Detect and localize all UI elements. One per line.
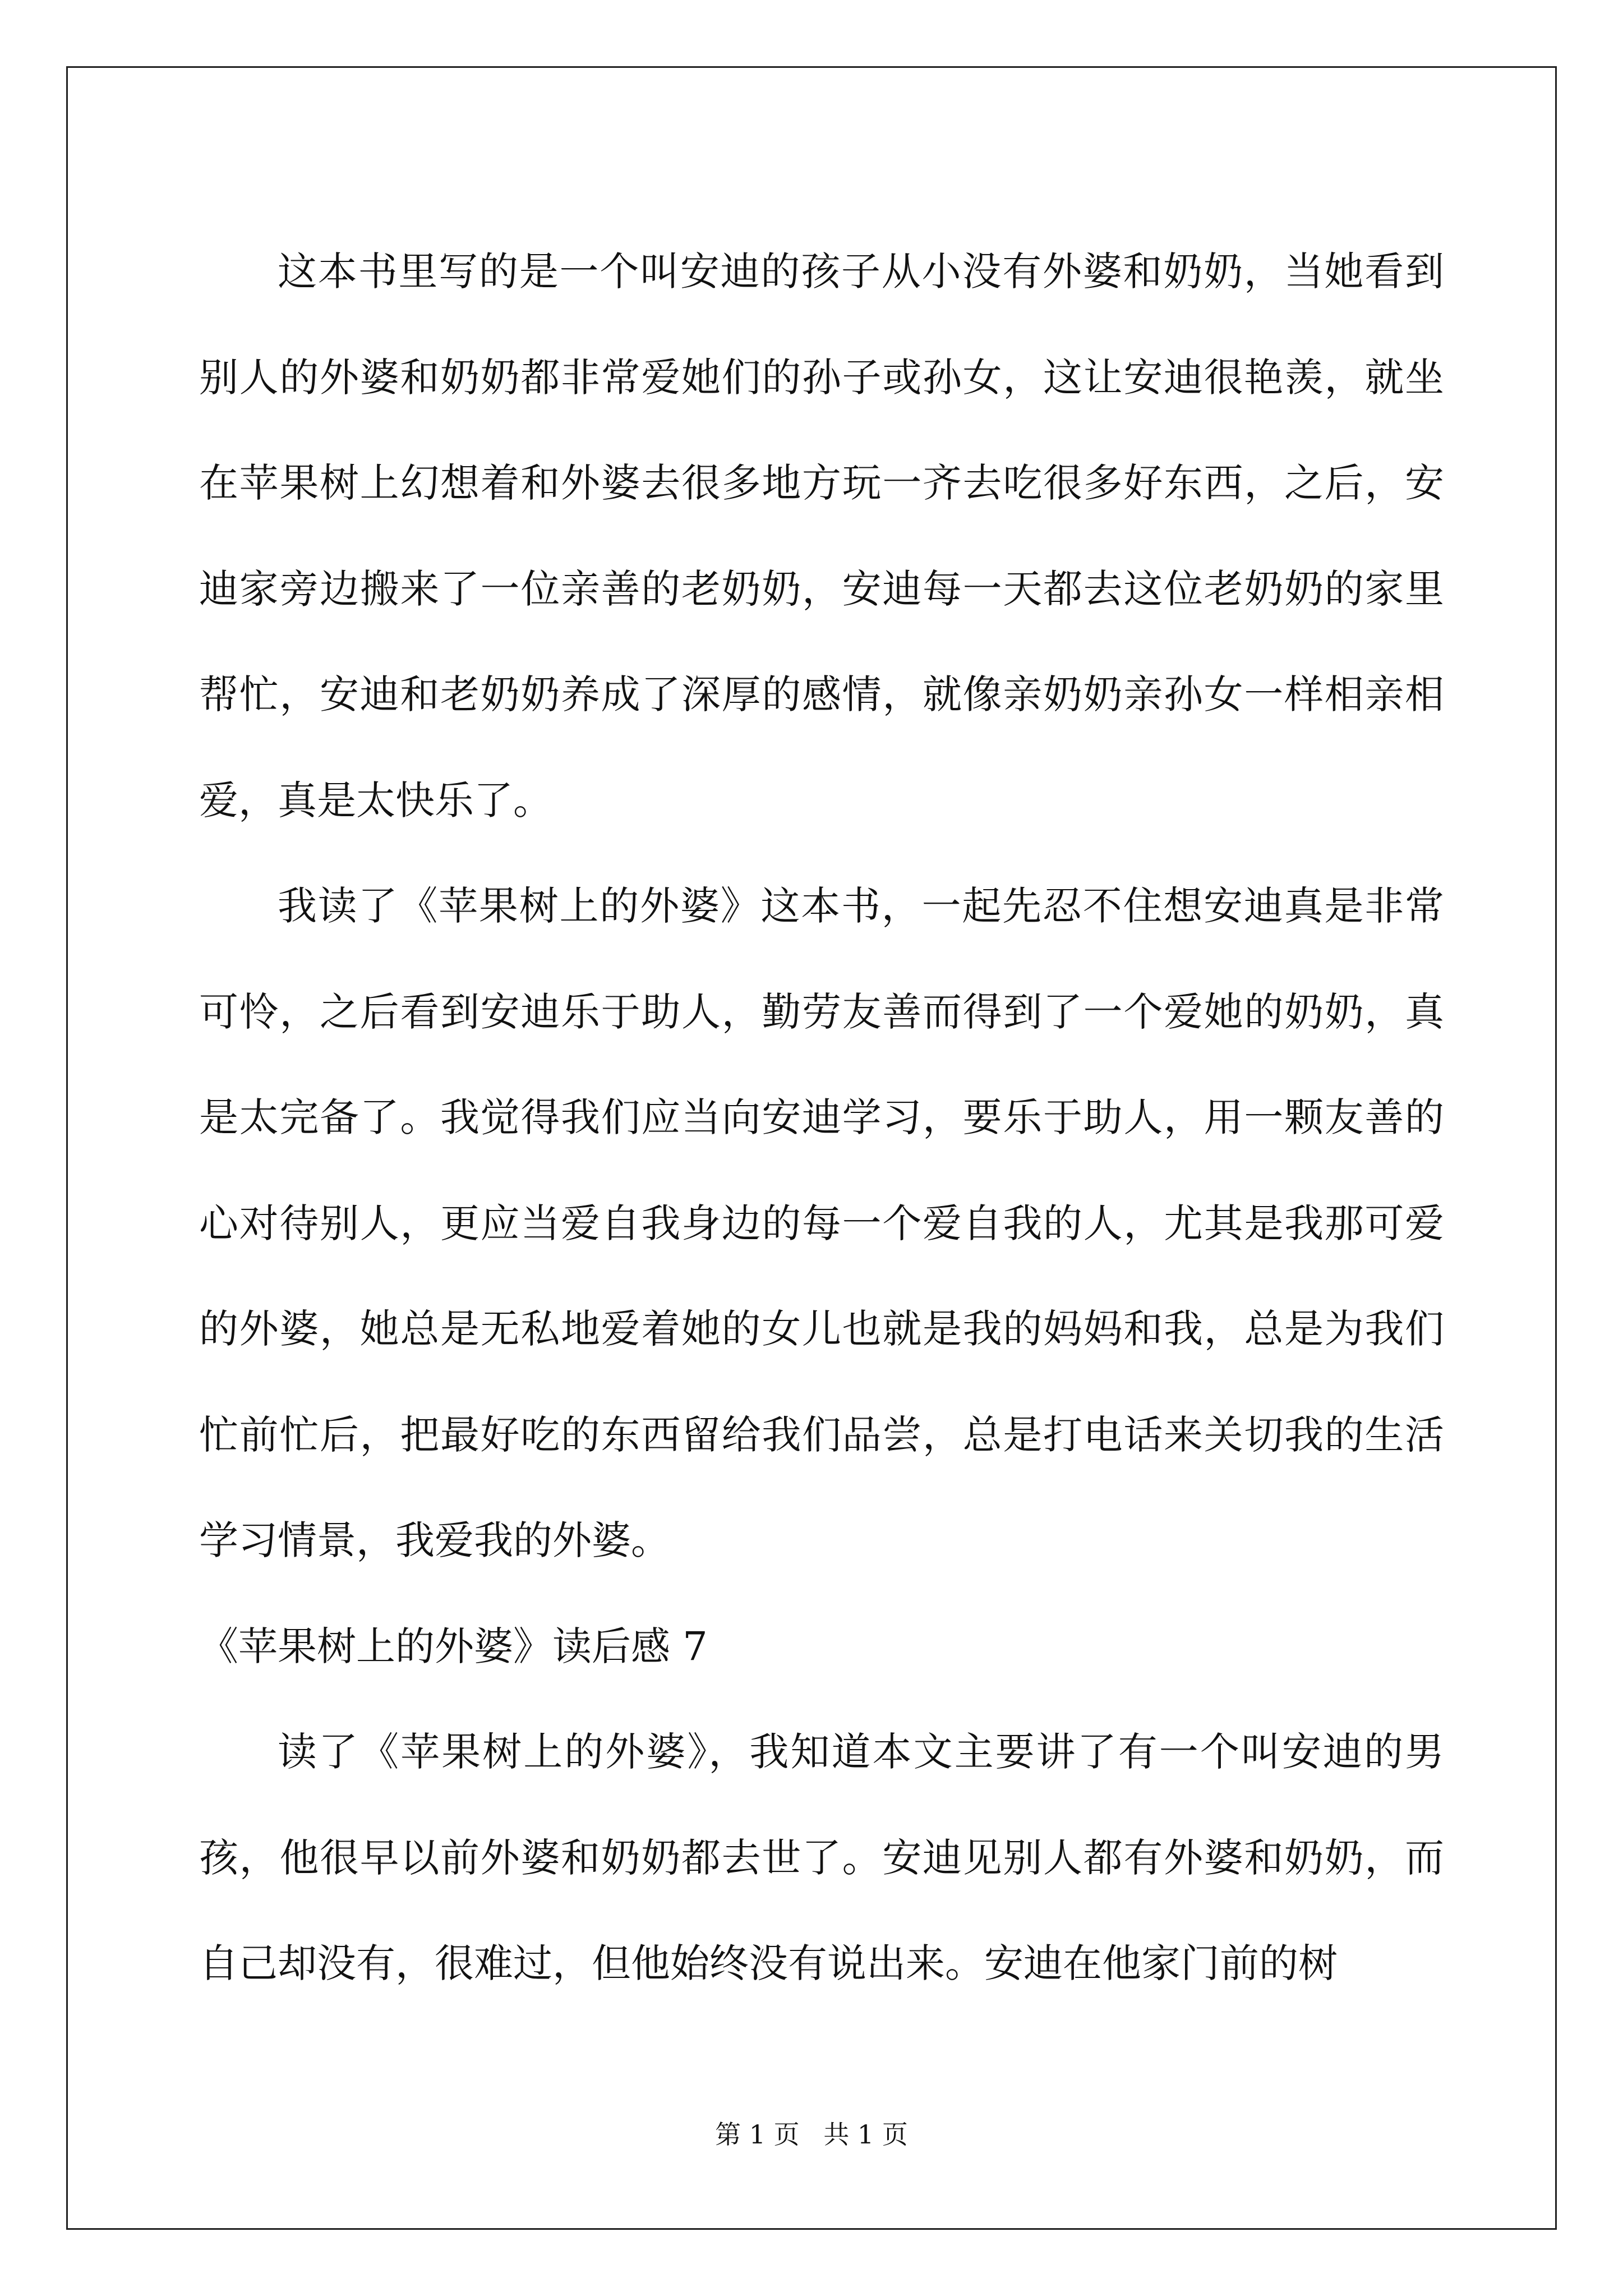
section-heading: 《苹果树上的外婆》读后感 7	[199, 1623, 708, 1669]
document-body	[199, 219, 1444, 2017]
page-number: 第 1 页	[715, 2119, 800, 2150]
page-footer	[0, 2119, 1623, 2150]
paragraph-3: 读了《苹果树上的外婆》，我知道本文主要讲了有一个叫安迪的男孩，他很早以前外婆和奶奶都去世了。安迪见别人都有外婆和奶奶，而自己却没有，很难过，但他始终没有说出来。安迪在他家门前的树	[199, 1729, 1444, 1986]
paragraph-1: 这本书里写的是一个叫安迪的孩子从小没有外婆和奶奶，当她看到别人的外婆和奶奶都非常爱她们的孙子或孙女，这让安迪很艳羡，就坐在苹果树上幻想着和外婆去很多地方玩一齐去吃很多好东西，之后，安迪家旁边搬来了一位亲善的老奶奶，安迪每一天都去这位老奶奶的家里帮忙，安迪和老奶奶养成了深厚的感情，就像亲奶奶亲孙女一样相亲相爱，真是太快乐了。	[199, 249, 1444, 823]
paragraph-2: 我读了《苹果树上的外婆》这本书，一起先忍不住想安迪真是非常可怜，之后看到安迪乐于助人，勤劳友善而得到了一个爱她的奶奶，真是太完备了。我觉得我们应当向安迪学习，要乐于助人，用一颗友善的心对待别人，更应当爱自我身边的每一个爱自我的人，尤其是我那可爱的外婆，她总是无私地爱着她的女儿也就是我的妈妈和我，总是为我们忙前忙后，把最好吃的东西留给我们品尝，总是打电话来关切我的生活学习情景，我爱我的外婆。	[199, 883, 1444, 1563]
page-total: 共 1 页	[823, 2119, 908, 2150]
